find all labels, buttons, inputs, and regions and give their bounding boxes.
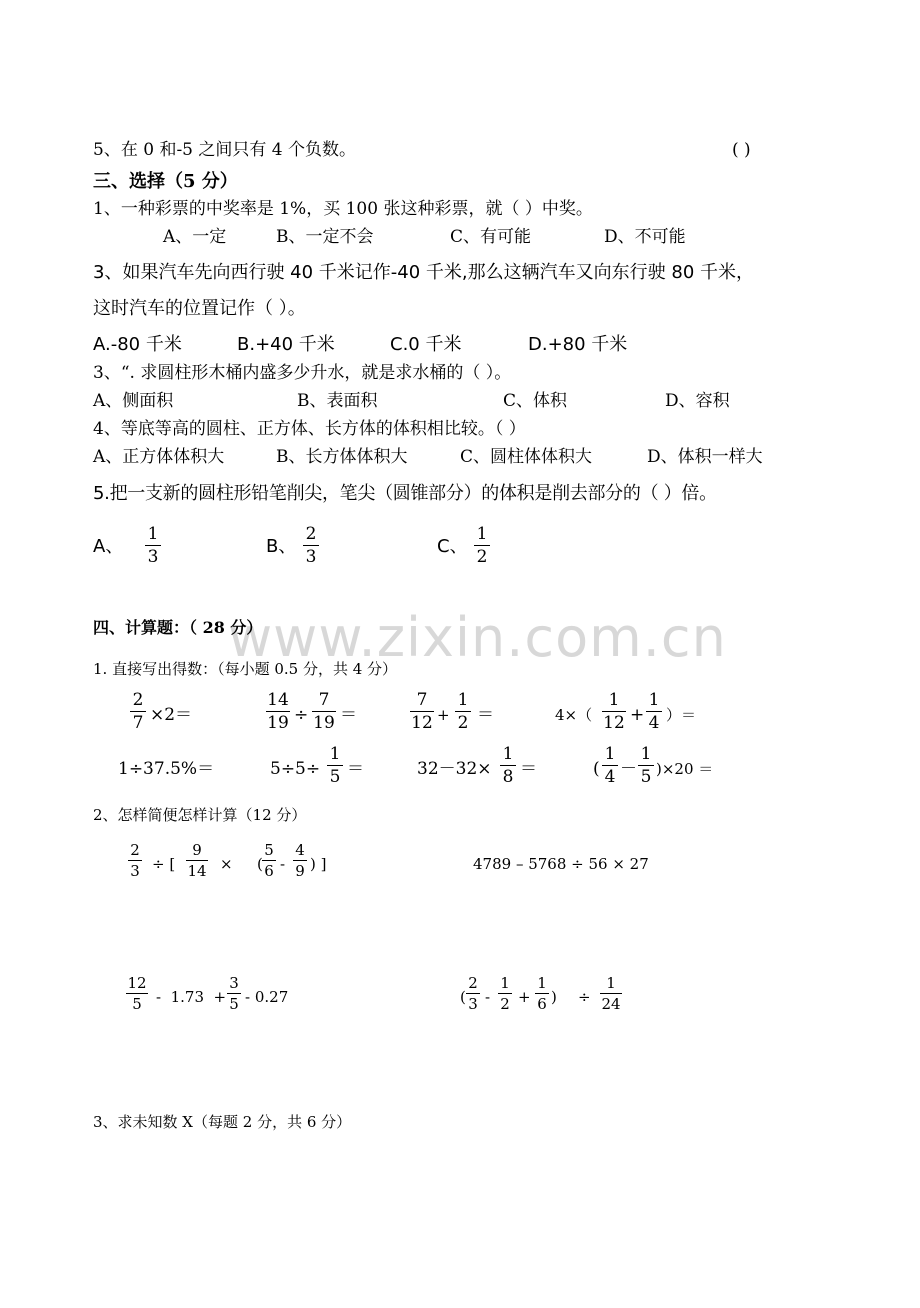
denominator: 5 bbox=[229, 995, 239, 1013]
p1-e8-op: － bbox=[620, 759, 637, 779]
p1-e8-tail: )×20 ＝ bbox=[656, 760, 714, 778]
p1-e3-op: + bbox=[437, 706, 450, 724]
denominator: 24 bbox=[601, 995, 621, 1013]
s3-q3b-option-d: D、容积 bbox=[665, 391, 730, 411]
numerator: 2 bbox=[468, 974, 478, 992]
p2-d-op4: ÷ bbox=[578, 988, 591, 1006]
s3-q1-option-b: B、一定不会 bbox=[276, 227, 374, 247]
p1-e1-fraction bbox=[130, 692, 146, 732]
numerator: 1 bbox=[457, 690, 469, 710]
s3-q4-option-c: C、圆柱体体积大 bbox=[460, 447, 593, 467]
denominator: 12 bbox=[603, 713, 625, 733]
s3-q3a-option-c: C.0 千米 bbox=[390, 334, 462, 355]
denominator: 7 bbox=[132, 713, 144, 733]
p1-e3-fraction-1 bbox=[410, 692, 434, 732]
p2-c-tail: - 0.27 bbox=[245, 988, 289, 1006]
p2-a-op3: - bbox=[280, 855, 286, 873]
s3-q5-option-a-label: A、 bbox=[93, 536, 124, 557]
s3-q5-option-b-label: B、 bbox=[266, 536, 297, 557]
denominator: 3 bbox=[147, 547, 159, 567]
s3-q3a-option-a: A.-80 千米 bbox=[93, 334, 182, 355]
s3-q5-option-b-fraction bbox=[303, 526, 319, 566]
p2-a-op2: × bbox=[220, 855, 233, 873]
numerator: 1 bbox=[147, 524, 159, 544]
p1-e3-fraction-2 bbox=[455, 692, 471, 732]
numerator: 1 bbox=[500, 974, 510, 992]
section4-title: 四、计算题：（ 28 分） bbox=[93, 618, 263, 637]
numerator: 4 bbox=[295, 841, 305, 859]
s3-q3a-line2: 这时汽车的位置记作（ ）。 bbox=[93, 298, 306, 319]
p1-e4-tail: ）＝ bbox=[666, 706, 697, 724]
p2-a-fraction-1 bbox=[128, 843, 142, 879]
numerator: 1 bbox=[329, 744, 341, 764]
p1-e4-fraction-2 bbox=[646, 692, 662, 732]
p1-e2-op: ÷ bbox=[294, 705, 309, 725]
denominator: 2 bbox=[500, 995, 510, 1013]
judge-q5: 5、在 0 和-5 之间只有 4 个负数。 bbox=[93, 140, 357, 160]
denominator: 4 bbox=[648, 713, 660, 733]
s3-q1-option-d: D、不可能 bbox=[604, 227, 686, 247]
p1-e2-fraction-1 bbox=[266, 692, 290, 732]
numerator: 1 bbox=[604, 744, 616, 764]
p1-e7-fraction bbox=[500, 746, 516, 786]
s3-q5-option-c-fraction bbox=[474, 526, 490, 566]
numerator: 2 bbox=[132, 690, 144, 710]
p2-a-fraction-3 bbox=[262, 843, 276, 879]
p1-e7-tail: ＝ bbox=[520, 759, 537, 779]
p2-c-fraction-2 bbox=[227, 976, 241, 1012]
s3-q3b-option-b: B、表面积 bbox=[297, 391, 378, 411]
denominator: 12 bbox=[411, 713, 433, 733]
p2-d-close: ) bbox=[551, 988, 557, 1006]
denominator: 9 bbox=[295, 862, 305, 880]
denominator: 5 bbox=[640, 767, 652, 787]
s4-part2-title: 2、怎样简便怎样计算（12 分） bbox=[93, 806, 307, 824]
p1-e7-head: 32－32× bbox=[417, 759, 492, 779]
p2-d-fraction-3 bbox=[535, 976, 549, 1012]
s3-q4: 4、等底等高的圆柱、正方体、长方体的体积相比较。（ ） bbox=[93, 419, 526, 439]
denominator: 3 bbox=[305, 547, 317, 567]
p1-e6-tail: ＝ bbox=[347, 759, 364, 779]
denominator: 19 bbox=[267, 713, 289, 733]
p2-a-open: ( bbox=[257, 855, 263, 873]
denominator: 2 bbox=[476, 547, 488, 567]
p2-b-expression: 4789 – 5768 ÷ 56 × 27 bbox=[473, 855, 649, 873]
s3-q1-option-c: C、有可能 bbox=[450, 227, 532, 247]
p2-d-op1: - bbox=[485, 988, 491, 1006]
s3-q3b-option-a: A、侧面积 bbox=[93, 391, 174, 411]
p1-e6-fraction bbox=[327, 746, 343, 786]
numerator: 1 bbox=[502, 744, 514, 764]
denominator: 8 bbox=[502, 767, 514, 787]
s3-q4-option-b: B、长方体体积大 bbox=[276, 447, 408, 467]
s3-q3b: 3、“. 求圆柱形木桶内盛多少升水，就是求水桶的（ ）。 bbox=[93, 363, 512, 383]
p1-e4-op: + bbox=[630, 705, 645, 725]
p2-a-fraction-2 bbox=[186, 843, 208, 879]
p2-d-open: ( bbox=[460, 988, 466, 1006]
numerator: 1 bbox=[640, 744, 652, 764]
s3-q3b-option-c: C、体积 bbox=[503, 391, 568, 411]
p1-e6-head: 5÷5÷ bbox=[270, 759, 321, 779]
denominator: 2 bbox=[457, 713, 469, 733]
p2-a-fraction-4 bbox=[293, 843, 307, 879]
s3-q3a-option-d: D.+80 千米 bbox=[528, 334, 628, 355]
denominator: 6 bbox=[264, 862, 274, 880]
p1-e8-fraction-1 bbox=[602, 746, 618, 786]
numerator: 2 bbox=[305, 524, 317, 544]
numerator: 1 bbox=[476, 524, 488, 544]
s3-q5: 5.把一支新的圆柱形铅笔削尖，笔尖（圆锥部分）的体积是削去部分的（ ）倍。 bbox=[93, 483, 717, 504]
p1-e8-fraction-2 bbox=[638, 746, 654, 786]
p1-e5: 1÷37.5%＝ bbox=[118, 759, 215, 779]
p2-d-fraction-2 bbox=[498, 976, 512, 1012]
denominator: 3 bbox=[468, 995, 478, 1013]
s4-part1-title: 1. 直接写出得数：（每小题 0.5 分，共 4 分） bbox=[93, 660, 398, 678]
denominator: 19 bbox=[313, 713, 335, 733]
numerator: 2 bbox=[130, 841, 140, 859]
watermark: www.zixin.com.cn bbox=[228, 606, 727, 669]
denominator: 14 bbox=[187, 862, 207, 880]
s3-q4-option-a: A、正方体体积大 bbox=[93, 447, 225, 467]
judge-q5-answer-paren: ( ) bbox=[732, 140, 751, 160]
p1-e4-fraction-1 bbox=[602, 692, 626, 732]
p2-d-op2: + bbox=[518, 988, 531, 1006]
p2-d-fraction-4 bbox=[600, 976, 622, 1012]
p2-d-fraction-1 bbox=[466, 976, 480, 1012]
s3-q5-option-a-fraction bbox=[145, 526, 161, 566]
numerator: 7 bbox=[416, 690, 428, 710]
numerator: 1 bbox=[608, 690, 620, 710]
denominator: 5 bbox=[329, 767, 341, 787]
p1-e3-tail: ＝ bbox=[477, 705, 494, 725]
p2-c-fraction-1 bbox=[126, 976, 148, 1012]
numerator: 7 bbox=[318, 690, 330, 710]
numerator: 1 bbox=[648, 690, 660, 710]
denominator: 6 bbox=[537, 995, 547, 1013]
s3-q3a-line1: 3、如果汽车先向西行驶 40 千米记作-40 千米,那么这辆汽车又向东行驶 80 千米， bbox=[93, 262, 754, 283]
numerator: 14 bbox=[267, 690, 289, 710]
denominator: 5 bbox=[132, 995, 142, 1013]
numerator: 3 bbox=[229, 974, 239, 992]
p1-e1-tail: ×2＝ bbox=[150, 705, 193, 725]
s3-q4-option-d: D、体积一样大 bbox=[647, 447, 763, 467]
s3-q1: 1、一种彩票的中奖率是 1%，买 100 张这种彩票，就（ ）中奖。 bbox=[93, 199, 593, 219]
p1-e2-fraction-2 bbox=[312, 692, 336, 732]
s3-q5-option-c-label: C、 bbox=[437, 536, 468, 557]
s3-q1-option-a: A、一定 bbox=[163, 227, 227, 247]
denominator: 4 bbox=[604, 767, 616, 787]
numerator: 12 bbox=[127, 974, 147, 992]
section3-title: 三、选择（5 分） bbox=[93, 171, 238, 192]
p1-e2-tail: ＝ bbox=[340, 705, 357, 725]
numerator: 9 bbox=[192, 841, 202, 859]
numerator: 1 bbox=[606, 974, 616, 992]
p2-c-mid: - 1.73 + bbox=[156, 988, 227, 1006]
denominator: 3 bbox=[130, 862, 140, 880]
p2-a-op1: ÷ [ bbox=[152, 855, 176, 873]
numerator: 5 bbox=[264, 841, 274, 859]
s3-q3a-option-b: B.+40 千米 bbox=[237, 334, 335, 355]
p1-e4-head: 4×（ bbox=[555, 706, 593, 724]
s4-part3-title: 3、求未知数 X（每题 2 分，共 6 分） bbox=[93, 1113, 352, 1131]
p1-e8-head: ( bbox=[593, 759, 600, 779]
numerator: 1 bbox=[537, 974, 547, 992]
p2-a-close: ) ] bbox=[310, 855, 327, 873]
